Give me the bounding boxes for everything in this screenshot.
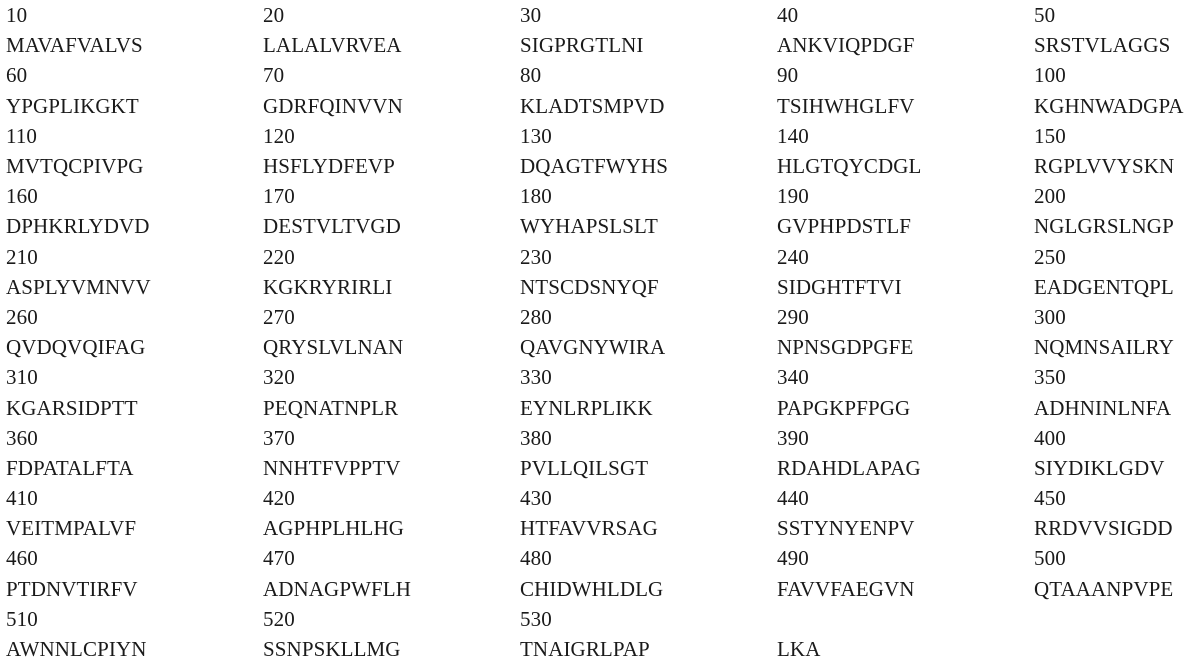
position-number: 450 <box>1034 486 1066 511</box>
position-number: 40 <box>777 3 799 28</box>
position-number: 180 <box>520 184 552 209</box>
sequence-segment: AGPHPLHLHG <box>263 516 405 541</box>
sequence-segment: ANKVIQPDGF <box>777 33 915 58</box>
sequence-segment: NTSCDSNYQF <box>520 274 659 299</box>
sequence-segment: RRDVVSIGDD <box>1034 516 1173 541</box>
sequence-segment: RDAHDLAPAG <box>777 455 921 480</box>
sequence-segment: NNHTFVPPTV <box>263 455 401 480</box>
position-number: 440 <box>777 486 809 511</box>
position-number: 140 <box>777 123 809 148</box>
position-number: 20 <box>263 3 285 28</box>
sequence-segment: ADHNINLNFA <box>1034 395 1172 420</box>
position-number: 170 <box>263 184 295 209</box>
sequence-segment: AWNNLCPIYN <box>6 637 147 662</box>
position-number: 420 <box>263 486 295 511</box>
sequence-segment: QAVGNYWIRA <box>520 335 666 360</box>
sequence-segment: WYHAPSLSLT <box>520 214 658 239</box>
position-number: 300 <box>1034 304 1066 329</box>
sequence-segment: MAVAFVALVS <box>6 33 143 58</box>
position-number: 30 <box>520 3 542 28</box>
position-number: 190 <box>777 184 809 209</box>
position-number: 370 <box>263 425 295 450</box>
sequence-segment: NQMNSAILRY <box>1034 335 1174 360</box>
sequence-segment: ASPLYVMNVV <box>6 274 151 299</box>
sequence-segment: FDPATALFTA <box>6 455 134 480</box>
position-number: 360 <box>6 425 38 450</box>
position-number: 130 <box>520 123 552 148</box>
sequence-segment: LALALVRVEA <box>263 33 402 58</box>
sequence-segment: HSFLYDFEVP <box>263 154 395 179</box>
position-number: 260 <box>6 304 38 329</box>
position-number: 160 <box>6 184 38 209</box>
sequence-segment: RGPLVVYSKN <box>1034 154 1175 179</box>
sequence-segment: SIDGHTFTVI <box>777 274 902 299</box>
position-number: 380 <box>520 425 552 450</box>
position-number: 200 <box>1034 184 1066 209</box>
sequence-segment: DQAGTFWYHS <box>520 154 668 179</box>
sequence-segment: DESTVLTVGD <box>263 214 401 239</box>
sequence-segment: KLADTSMPVD <box>520 93 665 118</box>
position-number: 310 <box>6 365 38 390</box>
position-number: 220 <box>263 244 295 269</box>
position-number: 470 <box>263 546 295 571</box>
position-number: 270 <box>263 304 295 329</box>
position-number: 60 <box>6 63 28 88</box>
position-number: 70 <box>263 63 285 88</box>
sequence-segment: TSIHWHGLFV <box>777 93 915 118</box>
sequence-segment: CHIDWHLDLG <box>520 576 664 601</box>
sequence-segment: SIYDIKLGDV <box>1034 455 1165 480</box>
position-number: 330 <box>520 365 552 390</box>
position-number: 120 <box>263 123 295 148</box>
sequence-segment: LKA <box>777 637 821 662</box>
position-number: 230 <box>520 244 552 269</box>
sequence-segment: DPHKRLYDVD <box>6 214 150 239</box>
sequence-segment: GVPHPDSTLF <box>777 214 912 239</box>
position-number: 430 <box>520 486 552 511</box>
sequence-segment: SSNPSKLLMG <box>263 637 401 662</box>
sequence-segment: VEITMPALVF <box>6 516 137 541</box>
position-number: 100 <box>1034 63 1066 88</box>
position-number: 510 <box>6 606 38 631</box>
position-number: 530 <box>520 606 552 631</box>
sequence-segment: QTAAANPVPE <box>1034 576 1174 601</box>
sequence-segment: FAVVFAEGVN <box>777 576 915 601</box>
sequence-segment: KGKRYRIRLI <box>263 274 393 299</box>
sequence-segment: YPGPLIKGKT <box>6 93 139 118</box>
sequence-segment: KGARSIDPTT <box>6 395 138 420</box>
position-number: 10 <box>6 3 28 28</box>
sequence-segment: HTFAVVRSAG <box>520 516 658 541</box>
position-number: 320 <box>263 365 295 390</box>
sequence-segment: EADGENTQPL <box>1034 274 1174 299</box>
sequence-segment: PVLLQILSGT <box>520 455 649 480</box>
sequence-segment: TNAIGRLPAP <box>520 637 650 662</box>
sequence-segment: SSTYNYENPV <box>777 516 915 541</box>
sequence-segment: NGLGRSLNGP <box>1034 214 1174 239</box>
sequence-segment: EYNLRPLIKK <box>520 395 653 420</box>
position-number: 390 <box>777 425 809 450</box>
sequence-segment: MVTQCPIVPG <box>6 154 144 179</box>
position-number: 340 <box>777 365 809 390</box>
position-number: 110 <box>6 123 38 148</box>
position-number: 520 <box>263 606 295 631</box>
sequence-segment: QVDQVQIFAG <box>6 335 146 360</box>
position-number: 480 <box>520 546 552 571</box>
sequence-segment: PTDNVTIRFV <box>6 576 138 601</box>
position-number: 80 <box>520 63 542 88</box>
position-number: 150 <box>1034 123 1066 148</box>
sequence-segment: ADNAGPWFLH <box>263 576 411 601</box>
position-number: 290 <box>777 304 809 329</box>
position-number: 280 <box>520 304 552 329</box>
position-number: 460 <box>6 546 38 571</box>
sequence-segment: QRYSLVLNAN <box>263 335 404 360</box>
position-number: 410 <box>6 486 38 511</box>
position-number: 50 <box>1034 3 1056 28</box>
position-number: 250 <box>1034 244 1066 269</box>
sequence-segment: KGHNWADGPA <box>1034 93 1184 118</box>
position-number: 500 <box>1034 546 1066 571</box>
sequence-segment: HLGTQYCDGL <box>777 154 922 179</box>
position-number: 210 <box>6 244 38 269</box>
position-number: 400 <box>1034 425 1066 450</box>
sequence-segment: PAPGKPFPGG <box>777 395 911 420</box>
sequence-segment: SIGPRGTLNI <box>520 33 644 58</box>
position-number: 240 <box>777 244 809 269</box>
position-number: 350 <box>1034 365 1066 390</box>
sequence-segment: PEQNATNPLR <box>263 395 399 420</box>
position-number: 90 <box>777 63 799 88</box>
sequence-segment: SRSTVLAGGS <box>1034 33 1171 58</box>
sequence-segment: GDRFQINVVN <box>263 93 403 118</box>
sequence-segment: NPNSGDPGFE <box>777 335 914 360</box>
position-number: 490 <box>777 546 809 571</box>
